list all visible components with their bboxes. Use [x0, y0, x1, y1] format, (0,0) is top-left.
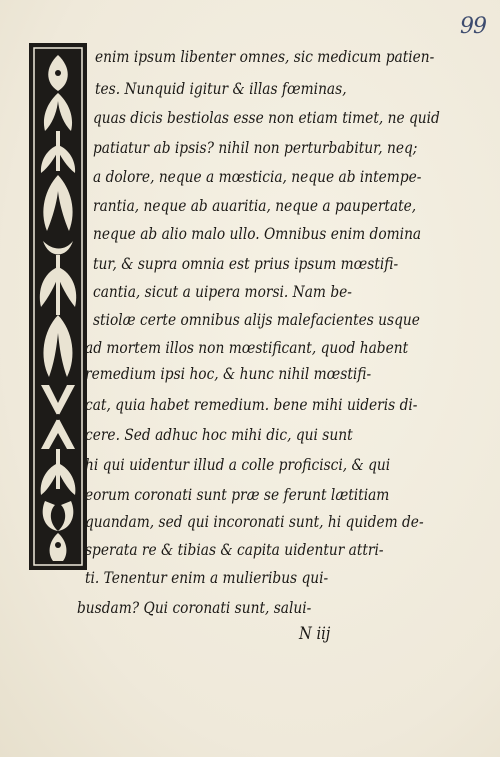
signature-mark: N iij — [299, 624, 331, 644]
text-line: quas dicis bestiolas esse non etiam timet, ne quid — [93, 108, 440, 127]
woodcut-ornament-border — [29, 43, 87, 570]
text-line: stiolæ certe omnibus alijs malefacientes usque — [93, 310, 420, 329]
text-line: eorum coronati sunt præ se ferunt lætitiam — [85, 485, 390, 504]
text-line: cantia, sicut a uipera morsi. Nam be- — [93, 282, 352, 301]
text-line: a dolore, neque a mœsticia, neque ab intempe- — [93, 167, 422, 186]
text-line: ad mortem illos non mœstificant, quod habent — [85, 338, 409, 357]
text-line: tur, & supra omnia est prius ipsum mœstifi- — [93, 254, 399, 273]
text-line: enim ipsum libenter omnes, sic medicum patien- — [95, 47, 435, 66]
text-line: remedium ipsi hoc, & hunc nihil mœstifi- — [85, 364, 372, 383]
text-line: neque ab alio malo ullo. Omnibus enim domina — [93, 224, 422, 243]
text-line: patiatur ab ipsis? nihil non perturbabitur, neq; — [93, 138, 418, 157]
text-line: cere. Sed adhuc hoc mihi dic, qui sunt — [85, 425, 353, 444]
text-line: quandam, sed qui incoronati sunt, hi quidem de- — [85, 512, 424, 531]
text-line: busdam? Qui coronati sunt, salui- — [77, 598, 312, 617]
folio-number: 99 — [460, 14, 486, 39]
text-line: cat, quia habet remedium. bene mihi uideris di- — [85, 395, 418, 414]
text-line: ti. Tenentur enim a mulieribus qui- — [85, 568, 329, 587]
text-line: tes. Nunquid igitur & illas fœminas, — [95, 79, 347, 98]
text-line: rantia, neque ab auaritia, neque a paupertate, — [93, 196, 417, 215]
text-line: sperata re & tibias & capita uidentur attri- — [85, 540, 384, 559]
text-line: hi qui uidentur illud a colle proficisci, & qui — [85, 455, 391, 474]
